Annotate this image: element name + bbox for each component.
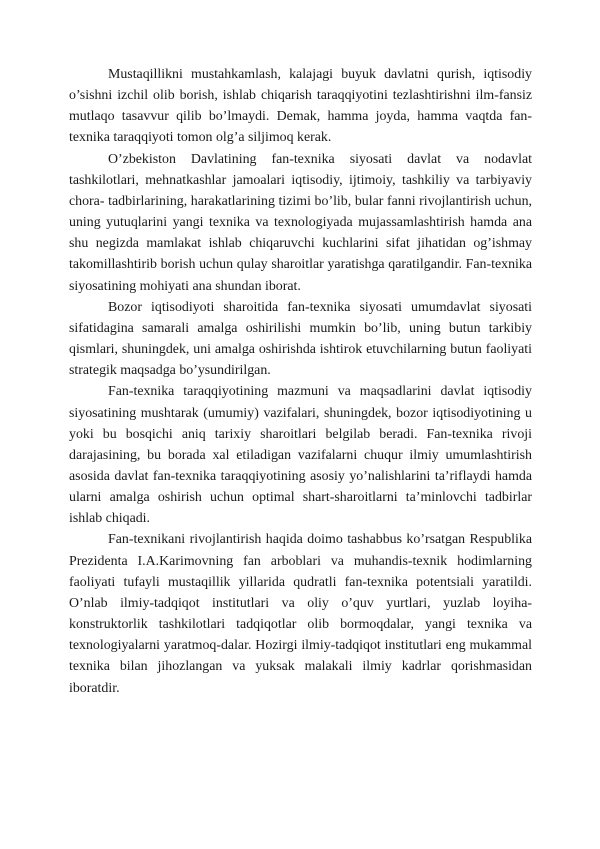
paragraph-2: O’zbekiston Davlatining fan-texnika siyosati davlat va nodavlat tashkilotlari, mehnatkashlar jamoalari iqtisodiy, ijtimoiy, tashkiliy va tarbiyaviy chora- tadbirlarining, harakatlarining tizimi bo’lib, bular fanni rivojlantirish uchun, uning yutuqlarini yangi texnika va texnologiyada mujassamlashtirish hamda ana shu negizda mamlakat ishlab chiqaruvchi kuchlarini sifat jihatidan og’ishmay takomillashtirib borish uchun qulay sharoitlar yaratishga qaratilgandir. Fan-texnika siyosatining mohiyati ana shundan iborat. [69,151,532,294]
paragraph-5: Fan-texnikani rivojlantirish haqida doimo tashabbus ko’rsatgan Respublika Prezidenta I.A.Karimovning fan arboblari va muhandis-texnik hodimlarning faoliyati tufayli mustaqillik yillarida qudratli fan-texnika potentsiali yaratildi. O’nlab ilmiy-tadqiqot institutlari va oliy o’quv yurtlari, yuzlab loyiha-konstruktorlik tashkilotlari tadqiqotlar olib bormoqdalar, yangi texnika va texnologiyalarni yaratmoq-dalar. Hozirgi ilmiy-tadqiqot institutlari eng mukammal texnika bilan jihozlangan va yuksak malakali ilmiy kadrlar qorishmasidan iboratdir. [69,532,532,696]
paragraph-4: Fan-texnika taraqqiyotining mazmuni va maqsadlarini davlat iqtisodiy siyosatining mushtarak (umumiy) vazifalari, shuningdek, bozor iqtisodiyotining u yoki bu bosqichi aniq tarixiy sharoitlari belgilab beradi. Fan-texnika rivoji darajasining, bu borada xal etiladigan vazifalarni chuqur ilmiy umumlashtirish asosida davlat fan-texnika taraqqiyotining asosiy yo’nalishlarini ta’riflaydi hamda ularni amalga oshirish uchun optimal shart-sharoitlarni ta’minlovchi tadbirlar ishlab chiqadi. [69,384,532,527]
paragraph-1: Mustaqillikni mustahkamlash, kalajagi buyuk davlatni qurish, iqtisodiy o’sishni izchil olib borish, ishlab chiqarish taraqqiyotini tezlashtirishni ilm-fansiz mutlaqo tasavvur qilib bo’lmaydi. Demak, hamma joyda, hamma vaqtda fan-texnika taraqqiyoti tomon olg’a siljimoq kerak. [69,67,532,146]
body-text [69,64,532,699]
paragraph-3: Bozor iqtisodiyoti sharoitida fan-texnika siyosati umumdavlat siyosati sifatidagina samarali amalga oshirilishi mumkin bo’lib, uning butun tarkibiy qismlari, shuningdek, uni amalga oshirishda ishtirok etuvchilarning butun faoliyati strategik maqsadga bo’ysundirilgan. [69,299,532,379]
